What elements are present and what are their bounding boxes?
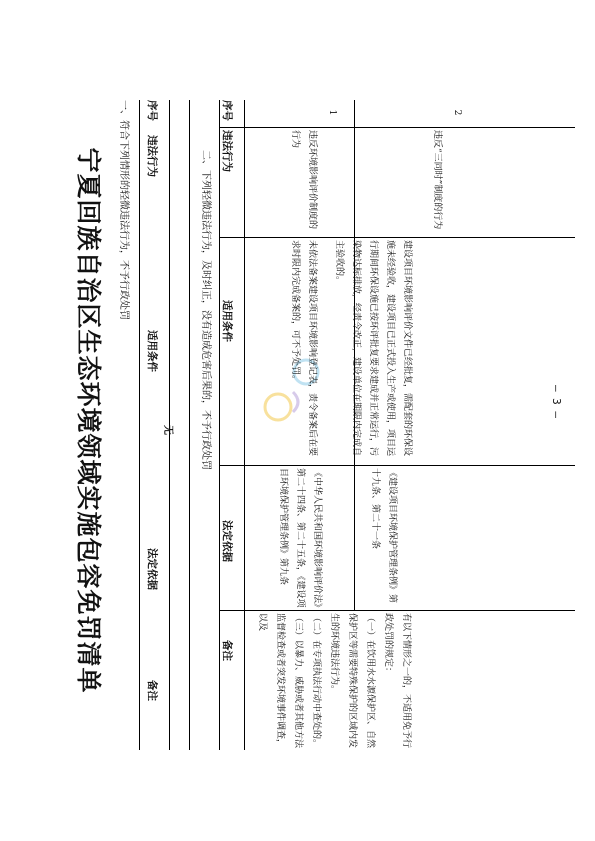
table-row-act: 违反“三同时”制度的行为 (432, 130, 442, 230)
table-row-act: 违反环境影响评价制度的行为 (290, 130, 317, 230)
rule (189, 100, 190, 750)
col-divider (220, 610, 575, 611)
page-title: 宁夏回族自治区生态环境领域实施包容免罚清单 (74, 147, 103, 694)
table-row-basis: 《中华人民共和国环境影响评价法》第二十四条、第二十五条，《建设项目环境保护管理条例》第九条 (278, 468, 322, 608)
col-divider (220, 237, 575, 238)
header-basis: 法定依据 (221, 520, 233, 562)
header-basis: 法定依据 (146, 548, 158, 590)
section1-content: 无 (162, 425, 173, 435)
table-row-cond: 建设项目环境影响评价文件已经批复，需配套的环保设施未经验收，建设项目已正式投入生产或使用，项目运行期间环保设施已按环评批复要求建成并正常运行，污染物达标排放，经责令改正，建设单位在期限内完成自主验收的。 (334, 240, 412, 457)
section2-heading: 二、下列轻微违法行为，及时纠正，没有造成危害后果的，不予行政处罚 (200, 150, 211, 470)
header-cond: 适用条件 (146, 330, 158, 372)
col-divider (220, 465, 575, 466)
section1-heading: 一、符合下列情形的轻微违法行为，不予行政处罚 (118, 100, 129, 320)
table-row-no: 1 (327, 109, 337, 116)
rule (244, 100, 245, 750)
header-note: 备注 (221, 640, 233, 661)
table-row-basis: 《建设项目环境保护管理条例》第十九条、第二十一条 (370, 468, 397, 604)
header-no: 序号 (146, 100, 158, 121)
rule (139, 100, 140, 750)
header-act: 违法行为 (221, 130, 233, 172)
header-note: 备注 (146, 680, 158, 701)
table-row-cond: 未依法备案建设项目环境影响登记表，责令备案后在要求时限内完成备案的，可不予处罚。 (290, 240, 317, 457)
col-divider (220, 127, 575, 128)
header-cond: 适用条件 (221, 300, 233, 342)
table-row-note: 有以下情形之一的，不适用免予行政处罚的规定： （一）在饮用水水源保护区、自然保护区等需要特殊保护的区域内发生的环境违法行为。 （二）在专项执法行动中查处的。 （三）以暴力、威胁或者其他方法监督检查或者突发环境事件调查，以及 (257, 613, 411, 749)
table-row-no: 2 (452, 109, 462, 116)
header-no: 序号 (221, 100, 233, 121)
page-number: — 3 — (550, 384, 564, 419)
header-act: 违法行为 (146, 135, 158, 177)
